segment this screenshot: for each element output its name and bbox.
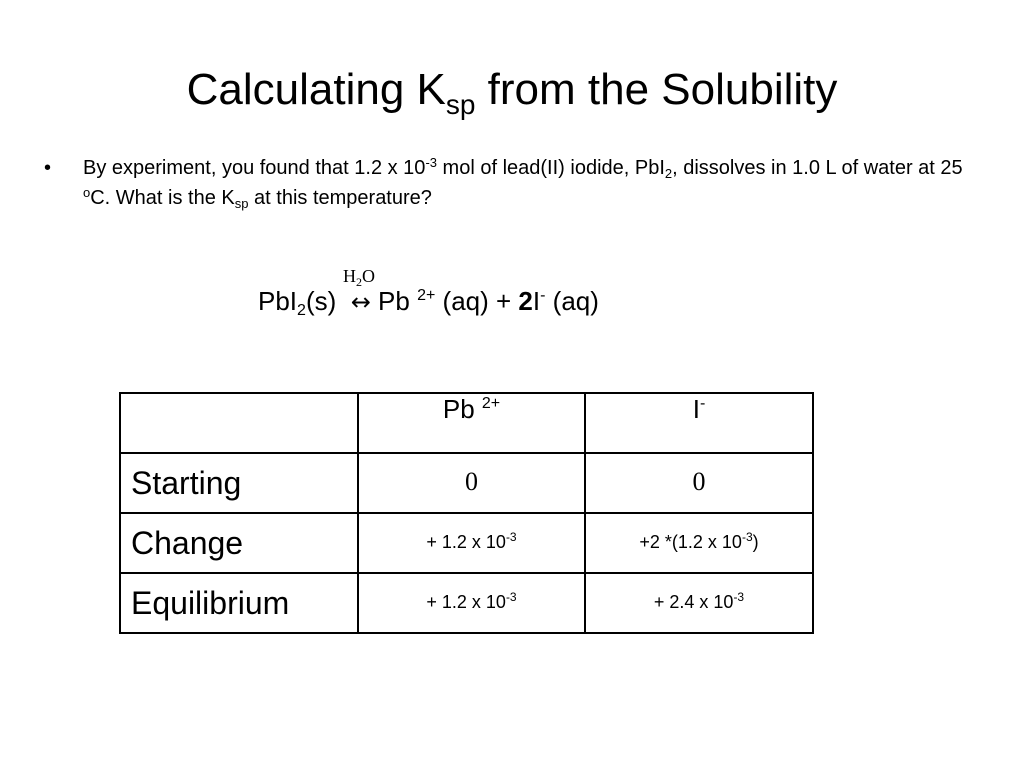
row-label-starting: Starting bbox=[120, 453, 358, 513]
slide-title bbox=[0, 60, 1024, 135]
title-rest: from the Solubility bbox=[475, 65, 838, 114]
title-main: Calculating K bbox=[186, 65, 446, 114]
header-iodide-charge: - bbox=[699, 395, 706, 412]
equilibrium-pb-value: + 1.2 x 10 bbox=[426, 592, 506, 612]
table-row bbox=[120, 513, 813, 573]
equilibrium-iodide bbox=[585, 573, 813, 633]
table-header-row bbox=[120, 393, 813, 453]
change-iodide-exponent: -3 bbox=[741, 530, 753, 544]
cation-state: (aq) + bbox=[435, 286, 519, 316]
reactant-state: (s) bbox=[305, 286, 337, 316]
anion-charge: - bbox=[540, 287, 546, 304]
cation: Pb bbox=[370, 286, 418, 316]
title-subscript: sp bbox=[445, 89, 476, 120]
change-iodide-suffix: ) bbox=[752, 532, 759, 552]
equilibrium-pb bbox=[358, 573, 585, 633]
bullet-marker: • bbox=[44, 157, 52, 179]
equilibrium-pb-exponent: -3 bbox=[505, 590, 517, 604]
header-pb-charge: 2+ bbox=[481, 395, 501, 412]
ice-table bbox=[119, 392, 814, 634]
degree-mark: o bbox=[83, 185, 91, 200]
equilibrium-arrow-icon: ↔ bbox=[350, 288, 371, 316]
equilibrium-iodide-value: + 2.4 x 10 bbox=[653, 592, 734, 612]
problem-subscript: 2 bbox=[664, 166, 673, 181]
problem-text-1: By experiment, you found that 1.2 x 10 bbox=[83, 157, 426, 179]
problem-text-4: C. What is the K bbox=[90, 187, 235, 209]
problem-text-3: , dissolves in 1.0 L of water at 25 bbox=[672, 157, 963, 179]
equilibrium-iodide-exponent: -3 bbox=[733, 590, 745, 604]
solvent-o: O bbox=[362, 266, 375, 286]
starting-iodide: 0 bbox=[585, 453, 813, 513]
change-iodide-value: +2 *(1.2 x 10 bbox=[639, 532, 742, 552]
header-iodide bbox=[585, 393, 813, 453]
problem-text-2: mol of lead(II) iodide, PbI bbox=[437, 157, 665, 179]
problem-bullet bbox=[44, 153, 984, 213]
reactant: PbI bbox=[258, 286, 298, 316]
anion-coefficient: 2 bbox=[518, 286, 533, 316]
change-iodide bbox=[585, 513, 813, 573]
header-pb-base: Pb bbox=[442, 394, 482, 424]
change-pb-exponent: -3 bbox=[505, 530, 517, 544]
problem-text bbox=[83, 153, 984, 213]
table-row bbox=[120, 573, 813, 633]
change-pb bbox=[358, 513, 585, 573]
reactant-subscript: 2 bbox=[297, 302, 306, 319]
header-pb bbox=[358, 393, 585, 453]
change-pb-value: + 1.2 x 10 bbox=[426, 532, 506, 552]
solvent-subscript: 2 bbox=[356, 275, 362, 289]
header-iodide-base: I bbox=[692, 394, 700, 424]
anion-state: (aq) bbox=[545, 286, 599, 316]
problem-exponent: -3 bbox=[425, 155, 437, 170]
anion: I bbox=[532, 286, 541, 316]
problem-text-5: at this temperature? bbox=[248, 187, 432, 209]
ksp-subscript: sp bbox=[234, 196, 249, 211]
table-row bbox=[120, 453, 813, 513]
solvent-h: H bbox=[343, 266, 356, 286]
row-label-equilibrium: Equilibrium bbox=[120, 573, 358, 633]
cation-charge: 2+ bbox=[417, 287, 436, 304]
dissolution-equation bbox=[258, 283, 599, 320]
header-empty-cell bbox=[120, 393, 358, 453]
row-label-change: Change bbox=[120, 513, 358, 573]
starting-pb: 0 bbox=[358, 453, 585, 513]
